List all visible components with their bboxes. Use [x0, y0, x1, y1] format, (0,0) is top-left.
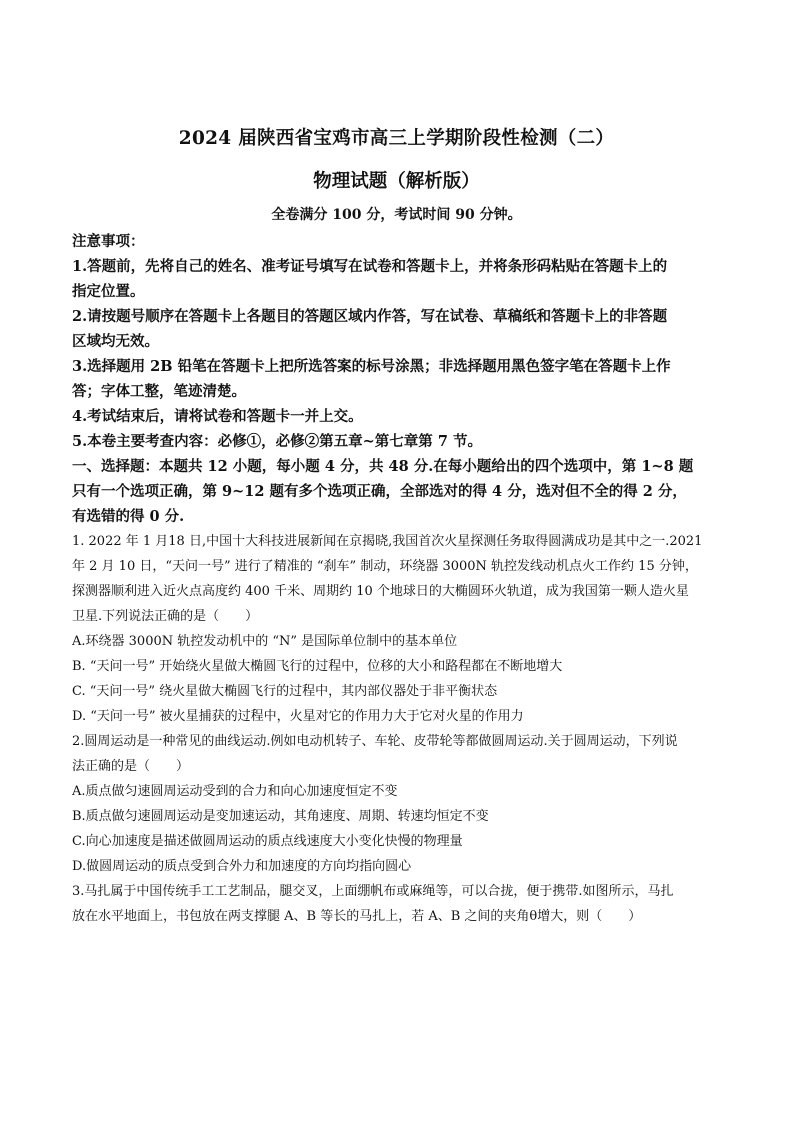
question-3-stem-line: 3.马扎属于中国传统手工工艺制品，腿交叉，上面绷帆布或麻绳等，可以合拢，便于携带.如图所示，马扎 — [72, 884, 674, 899]
question-1-option-a: A.环绕器 3000N 轨控发动机中的 “N” 是国际单位制中的基本单位 — [72, 634, 458, 649]
notice-line: 4.考试结束后，请将试卷和答题卡一并上交。 — [72, 408, 363, 425]
question-2-stem-line: 2.圆周运动是一种常见的曲线运动.例如电动机转子、车轮、皮带轮等都做圆周运动.关于圆周运动，下列说 — [72, 734, 678, 749]
question-1-stem-line: 卫星.下列说法正确的是（ ） — [72, 609, 259, 624]
question-1-stem-line: 1. 2022 年 1 月18 日,中国十大科技进展新闻在京揭晓,我国首次火星探测任务取得圆满成功是其中之一.2021 — [72, 534, 703, 549]
notice-line: 指定位置。 — [72, 283, 145, 300]
notice-line: 3.选择题用 2B 铅笔在答题卡上把所选答案的标号涂黑；非选择题用黑色签字笔在答题卡上作 — [72, 358, 671, 375]
exam-meta: 全卷满分 100 分，考试时间 90 分钟。 — [271, 207, 522, 223]
question-1-stem-line: 探测器顺利进入近火点高度约 400 千米、周期约 10 个地球日的大椭圆环火轨道，成为我国第一颗人造火星 — [72, 584, 689, 599]
section-heading-line: 只有一个选项正确，第 9~12 题有多个选项正确，全部选对的得 4 分，选对但不全的得 2 分， — [72, 483, 687, 500]
notice-line: 5.本卷主要考查内容：必修①，必修②第五章~第七章第 7 节。 — [72, 433, 482, 450]
question-2-option-a: A.质点做匀速圆周运动受到的合力和向心加速度恒定不变 — [72, 784, 398, 799]
page-subtitle: 物理试题（解析版） — [313, 171, 480, 192]
notice-line: 区域均无效。 — [72, 333, 159, 350]
question-1-option-b: B. “天问一号” 开始绕火星做大椭圆飞行的过程中，位移的大小和路程都在不断地增大 — [72, 659, 563, 674]
question-1-option-d: D. “天问一号” 被火星捕获的过程中，火星对它的作用力大于它对火星的作用力 — [72, 709, 524, 724]
question-2-option-d: D.做圆周运动的质点受到合外力和加速度的方向均指向圆心 — [72, 859, 412, 874]
question-2-stem-line: 法正确的是（ ） — [72, 759, 190, 774]
notice-heading: 注意事项： — [72, 233, 145, 250]
notice-line: 2.请按题号顺序在答题卡上各题目的答题区域内作答，写在试卷、草稿纸和答题卡上的非答题 — [72, 308, 668, 325]
notice-line: 答；字体工整，笔迹清楚。 — [72, 383, 246, 400]
notice-line: 1.答题前，先将自己的姓名、准考证号填写在试卷和答题卡上，并将条形码粘贴在答题卡上的 — [72, 258, 668, 275]
section-heading-line: 有选错的得 0 分. — [72, 508, 185, 525]
question-2-option-b: B.质点做匀速圆周运动是变加速运动，其角速度、周期、转速均恒定不变 — [72, 809, 489, 824]
page-title: 2024 届陕西省宝鸡市高三上学期阶段性检测（二） — [178, 128, 615, 149]
question-1-option-c: C. “天问一号” 绕火星做大椭圆飞行的过程中，其内部仪器处于非平衡状态 — [72, 684, 498, 699]
question-2-option-c: C.向心加速度是描述做圆周运动的质点线速度大小变化快慢的物理量 — [72, 834, 463, 849]
section-heading-line: 一、选择题：本题共 12 小题，每小题 4 分，共 48 分.在每小题给出的四个选项中，第 1~8 题 — [72, 458, 694, 475]
question-1-stem-line: 年 2 月 10 日，“天问一号” 进行了精准的 “刹车” 制动，环绕器 3000N 轨控发线动机点火工作约 15 分钟， — [72, 559, 698, 574]
question-3-stem-line: 放在水平地面上，书包放在两支撑腿 A、B 等长的马扎上，若 A、B 之间的夹角θ增大，则（ ） — [72, 909, 642, 924]
